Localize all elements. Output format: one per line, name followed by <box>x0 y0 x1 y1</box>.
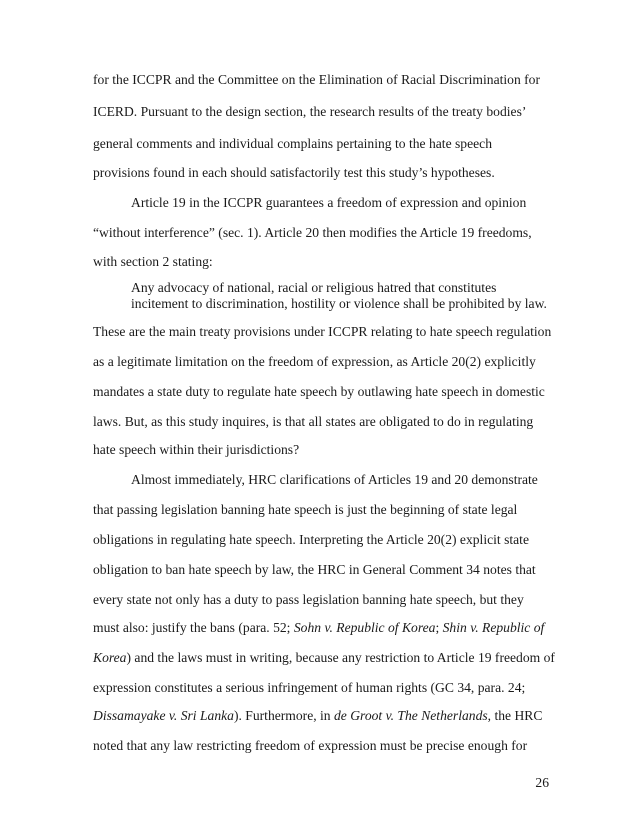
case-citation: Dissamayake v. Sri Lanka <box>93 708 234 723</box>
body-line: every state not only has a duty to pass legislation banning hate speech, but they <box>93 592 524 607</box>
body-line: as a legitimate limitation on the freedom of expression, as Article 20(2) explicitly <box>93 354 536 369</box>
body-line: with section 2 stating: <box>93 254 213 269</box>
body-line: mandates a state duty to regulate hate speech by outlawing hate speech in domestic <box>93 384 545 399</box>
paragraph-first-line: Almost immediately, HRC clarifications of Articles 19 and 20 demonstrate <box>131 472 538 487</box>
case-citation: de Groot v. The Netherlands <box>334 708 488 723</box>
body-line: hate speech within their jurisdictions? <box>93 442 300 457</box>
body-line <box>93 650 555 666</box>
body-line: provisions found in each should satisfactorily test this study’s hypotheses. <box>93 165 495 180</box>
text-run: must also: justify the bans (para. 52; <box>93 620 294 635</box>
body-line: noted that any law restricting freedom of expression must be precise enough for <box>93 738 528 753</box>
body-line <box>93 620 544 636</box>
block-quote <box>131 280 547 312</box>
paragraph-first-line: Article 19 in the ICCPR guarantees a freedom of expression and opinion <box>131 195 527 210</box>
text-run: ; <box>435 620 443 635</box>
text-run: ). Furthermore, in <box>233 708 334 723</box>
body-line: that passing legislation banning hate speech is just the beginning of state legal <box>93 502 518 517</box>
body-line: These are the main treaty provisions under ICCPR relating to hate speech regulation <box>93 324 552 339</box>
case-citation: Shin v. Republic of <box>442 620 545 635</box>
text-run: , the HRC <box>487 708 543 723</box>
page-number: 26 <box>535 775 549 790</box>
body-line: obligations in regulating hate speech. Interpreting the Article 20(2) explicit state <box>93 532 529 547</box>
body-line: for the ICCPR and the Committee on the Elimination of Racial Discrimination for <box>93 72 541 87</box>
block-quote-line: Any advocacy of national, racial or religious hatred that constitutes <box>131 280 497 295</box>
text-run: ) and the laws must in writing, because any restriction to Article 19 freedom of <box>126 650 555 665</box>
body-line: “without interference” (sec. 1). Article 20 then modifies the Article 19 freedoms, <box>93 225 532 240</box>
case-citation: Korea <box>93 650 127 665</box>
body-line: ICERD. Pursuant to the design section, the research results of the treaty bodies’ <box>93 104 527 119</box>
body-line: general comments and individual complains pertaining to the hate speech <box>93 136 493 151</box>
body-line: expression constitutes a serious infringement of human rights (GC 34, para. 24; <box>93 680 526 695</box>
body-line: laws. But, as this study inquires, is that all states are obligated to do in regulating <box>93 414 534 429</box>
body-line <box>93 708 542 724</box>
block-quote-line: incitement to discrimination, hostility or violence shall be prohibited by law. <box>131 296 547 311</box>
case-citation: Sohn v. Republic of Korea <box>293 620 436 635</box>
body-line: obligation to ban hate speech by law, the HRC in General Comment 34 notes that <box>93 562 536 577</box>
